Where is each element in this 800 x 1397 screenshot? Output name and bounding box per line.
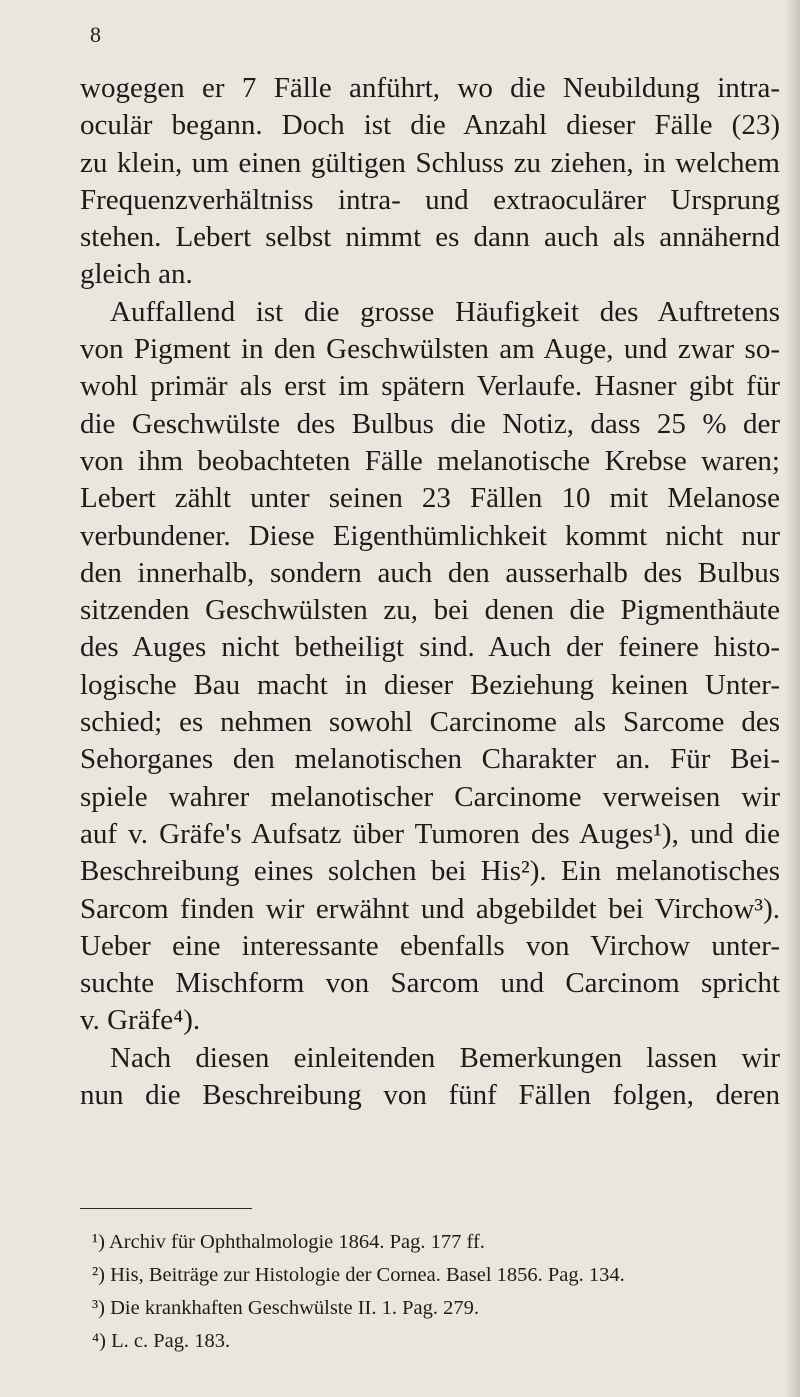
text-line: wogegen er 7 Fälle anführt, wo die Neubildung intra- — [80, 72, 780, 104]
text-line: v. Gräfe⁴). — [80, 1004, 201, 1037]
body-text — [80, 70, 780, 1114]
footnote: ³) Die krankhaften Geschwülste II. 1. Pag. 279. — [92, 1297, 479, 1319]
page-edge-shadow — [786, 0, 800, 1397]
text-line: sitzenden Geschwülsten zu, bei denen die Pigmenthäute — [80, 594, 780, 627]
text-line: nun die Beschreibung von fünf Fällen folgen, deren — [80, 1079, 780, 1112]
footnote-divider — [80, 1208, 252, 1209]
text-line: Frequenzverhältniss intra- und extraoculärer Ursprung — [80, 183, 780, 216]
text-line: des Auges nicht betheiligt sind. Auch der feinere histo- — [80, 631, 780, 664]
text-line: von Pigment in den Geschwülsten am Auge, und zwar so- — [80, 333, 780, 366]
text-line: Lebert zählt unter seinen 23 Fällen 10 mit Melanose — [80, 482, 780, 515]
text-line: zu klein, um einen gültigen Schluss zu ziehen, in welchem — [80, 146, 780, 179]
text-line: auf v. Gräfe's Aufsatz über Tumoren des Auges¹), und die — [80, 817, 780, 850]
footnotes — [92, 1226, 782, 1358]
text-line: logische Bau macht in dieser Beziehung keinen Unter- — [80, 668, 780, 701]
text-line: den innerhalb, sondern auch den ausserhalb des Bulbus — [80, 556, 780, 589]
paragraph-start-line: Nach diesen einleitenden Bemerkungen lassen wir — [110, 1041, 780, 1074]
text-line: suchte Mischform von Sarcom und Carcinom spricht — [80, 967, 780, 1000]
text-line: oculär begann. Doch ist die Anzahl dieser Fälle (23) — [80, 109, 780, 142]
page-number: 8 — [90, 22, 102, 47]
text-line: die Geschwülste des Bulbus die Notiz, dass 25 % der — [80, 407, 780, 440]
text-line: stehen. Lebert selbst nimmt es dann auch als annähernd — [80, 221, 780, 254]
paragraph-start-line: Auffallend ist die grosse Häufigkeit des Auftretens — [110, 295, 780, 328]
text-line: gleich an. — [80, 258, 193, 291]
text-line: von ihm beobachteten Fälle melanotische Krebse waren; — [80, 444, 780, 477]
text-line: spiele wahrer melanotischer Carcinome verweisen wir — [80, 780, 780, 813]
text-line: schied; es nehmen sowohl Carcinome als Sarcome des — [80, 706, 780, 739]
text-line: Ueber eine interessante ebenfalls von Virchow unter- — [80, 929, 780, 962]
text-line: Sarcom finden wir erwähnt und abgebildet bei Virchow³). — [80, 892, 780, 925]
text-line: wohl primär als erst im spätern Verlaufe. Hasner gibt für — [80, 370, 780, 403]
text-line: Beschreibung eines solchen bei His²). Ein melanotisches — [80, 855, 780, 888]
text-line: verbundener. Diese Eigenthümlichkeit kommt nicht nur — [80, 519, 780, 552]
footnote: ¹) Archiv für Ophthalmologie 1864. Pag. 177 ff. — [92, 1231, 485, 1253]
footnote: ⁴) L. c. Pag. 183. — [92, 1330, 231, 1352]
footnote: ²) His, Beiträge zur Histologie der Cornea. Basel 1856. Pag. 134. — [92, 1264, 625, 1286]
text-line: Sehorganes den melanotischen Charakter an. Für Bei- — [80, 743, 780, 776]
